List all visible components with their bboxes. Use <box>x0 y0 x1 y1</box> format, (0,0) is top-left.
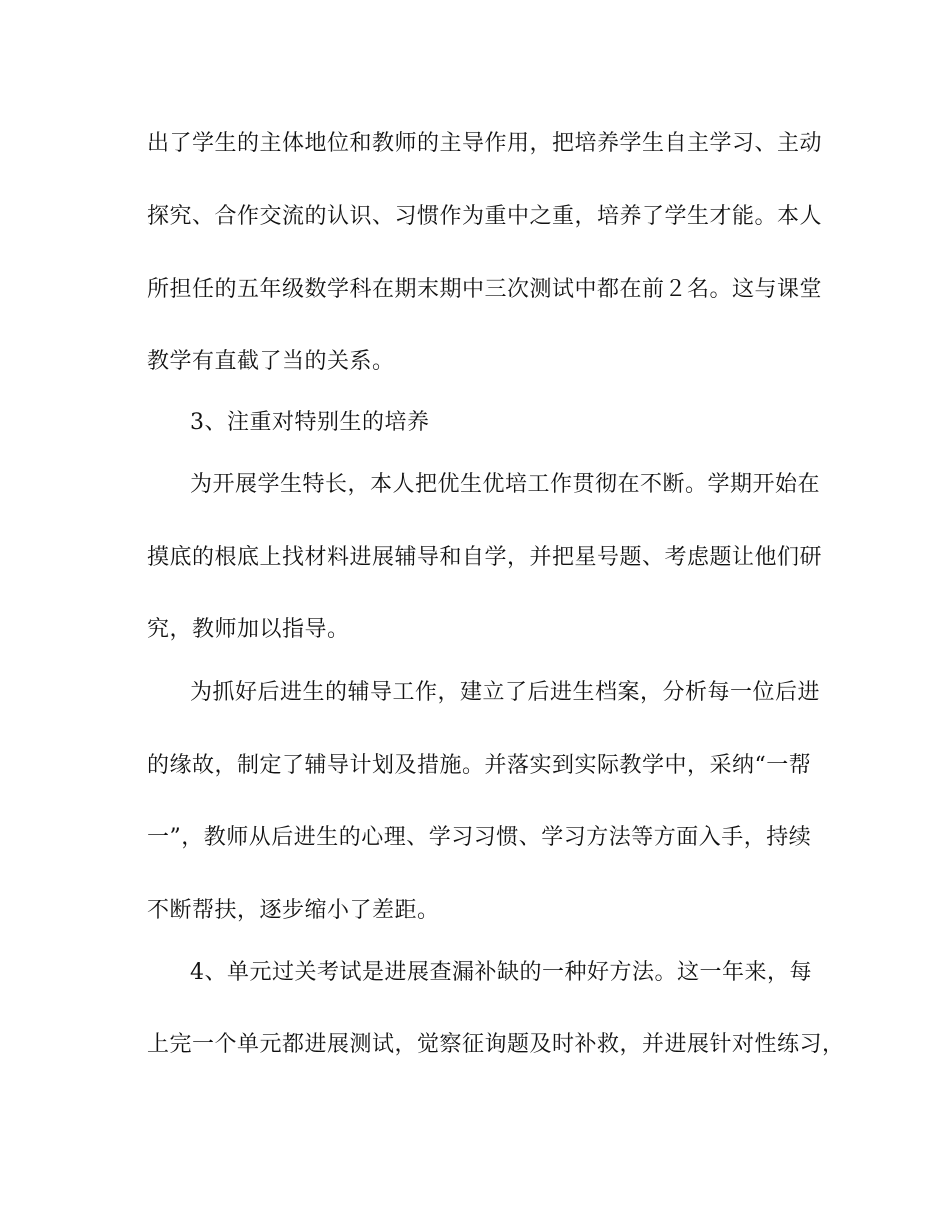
paragraph-line: 上完一个单元都进展测试，觉察征询题及时补救，并进展针对性练习， <box>147 1032 845 1057</box>
paragraph-line: 4、单元过关考试是进展查漏补缺的一种好方法。这一年来，每 <box>190 960 812 985</box>
paragraph-line: 的缘故，制定了辅导计划及措施。并落实到实际教学中，采纳“一帮 <box>147 753 812 778</box>
paragraph-line: 为抓好后进生的辅导工作，建立了后进生档案，分析每一位后进 <box>190 680 821 705</box>
paragraph-line: 一”，教师从后进生的心理、学习习惯、学习方法等方面入手，持续 <box>147 825 812 850</box>
paragraph-line: 教学有直截了当的关系。 <box>147 349 395 374</box>
paragraph-line: 所担任的五年级数学科在期末期中三次测试中都在前２名。这与课堂 <box>147 277 823 302</box>
paragraph-line: 为开展学生特长，本人把优生优培工作贯彻在不断。学期开始在 <box>190 472 821 497</box>
paragraph-line: 探究、合作交流的认识、习惯作为重中之重，培养了学生才能。本人 <box>147 204 823 229</box>
paragraph-line: 摸底的根底上找材料进展辅导和自学，并把星号题、考虑题让他们研 <box>147 545 823 570</box>
paragraph-line: 出了学生的主体地位和教师的主导作用，把培养学生自主学习、主动 <box>147 131 823 156</box>
paragraph-line: 不断帮扶，逐步缩小了差距。 <box>147 898 440 923</box>
section-heading: 3、注重对特别生的培养 <box>190 410 430 435</box>
paragraph-line: 究，教师加以指导。 <box>147 617 350 642</box>
